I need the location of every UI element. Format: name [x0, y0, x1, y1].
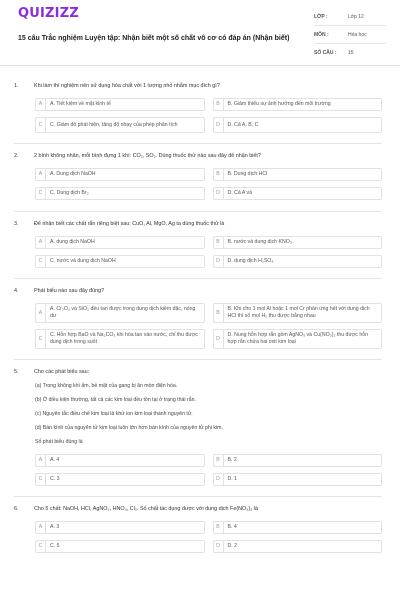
- answer-option-b[interactable]: [213, 236, 383, 249]
- question-text: Cho các phát biểu sau:: [34, 369, 90, 375]
- question-head: [14, 368, 382, 376]
- option-text: D. Nung hỗn hợp rắn gồm AgNO₃ và Cu(NO₃)₂ thu được hỗn hợp rắn chứa hai oxit kim loại: [227, 332, 369, 345]
- option-text: C. 3: [50, 476, 60, 482]
- option-text: A. Cr₂O₃ và SiO₂ đều tan được trong dung dịch kiềm đặc, nóng dư: [50, 306, 196, 319]
- question-head: [14, 505, 382, 513]
- option-text: D. 1: [227, 476, 238, 482]
- option-letter: D: [214, 188, 224, 199]
- answer-option-b[interactable]: [213, 454, 383, 467]
- option-letter: D: [214, 330, 224, 348]
- answer-option-c[interactable]: [35, 473, 205, 486]
- question-5: [14, 360, 382, 496]
- option-letter: A: [36, 237, 46, 248]
- option-text: B. Dung dịch HCl: [227, 171, 268, 177]
- question-1: [14, 74, 382, 143]
- meta-label: MÔN :: [314, 31, 329, 38]
- option-letter: C: [36, 188, 46, 199]
- answer-option-d[interactable]: [213, 255, 383, 268]
- answer-options: [35, 98, 382, 133]
- answer-options: [35, 236, 382, 268]
- answer-option-b[interactable]: [213, 168, 383, 181]
- option-letter: A: [36, 169, 46, 180]
- option-letter: C: [36, 256, 46, 267]
- meta-label: LỚP :: [314, 13, 328, 20]
- option-text: B. Giảm thiểu sự ảnh hưởng đến môi trường: [227, 101, 331, 107]
- answer-option-b[interactable]: [213, 303, 383, 323]
- question-number: 2.: [14, 153, 19, 159]
- meta-row-count: [314, 44, 386, 62]
- option-letter: A: [36, 304, 46, 322]
- meta-table: [314, 8, 386, 62]
- answer-option-c[interactable]: [35, 187, 205, 200]
- answer-option-c[interactable]: [35, 329, 205, 349]
- question-statement: (b) Ở điều kiện thường, tất cả các kim loại đều tồn tại ở trạng thái rắn.: [35, 397, 196, 403]
- question-head: [14, 220, 382, 228]
- question-statement: (a) Trong không khí ẩm, bề mặt của gang bị ăn mòn điện hóa.: [35, 383, 178, 389]
- option-letter: A: [36, 522, 46, 533]
- answer-option-c[interactable]: [35, 540, 205, 553]
- option-letter: D: [214, 256, 224, 267]
- option-text: A. 3: [50, 524, 60, 530]
- option-text: C. Giảm độ phát hiện, tăng độ nhạy của phép phân tích: [50, 121, 178, 128]
- option-text: A. Tiết kiệm về mặt kinh tế: [50, 101, 111, 107]
- question-2: [14, 144, 382, 211]
- question-number: 6.: [14, 506, 19, 512]
- option-text: C. Hỗn hợp BaO và Na₂CO₃ khi hòa tan vào nước, chỉ thu được dung dịch trong suốt: [50, 332, 198, 345]
- question-6: [14, 497, 382, 563]
- option-letter: B: [214, 522, 224, 533]
- question-statement: (c) Nguyên tắc điều chế kim loại là khử ion kim loại thành nguyên tử.: [35, 411, 193, 417]
- answer-option-a[interactable]: [35, 303, 205, 323]
- answer-options: [35, 168, 382, 200]
- answer-option-d[interactable]: [213, 540, 383, 553]
- worksheet-title: 15 câu Trắc nghiệm Luyện tập: Nhận biết một số chất vô cơ có đáp án (Nhận biết): [18, 35, 290, 42]
- option-text: C. Dung dịch Br₂: [50, 190, 89, 196]
- option-text: B. Khi cho 1 mol Al hoặc 1 mol Cr phản ứng hết với dung dịch HCl thì số mol H₂ thu được bằng nhau: [227, 306, 370, 319]
- worksheet-header: [0, 0, 400, 66]
- answer-option-a[interactable]: [35, 98, 205, 111]
- option-letter: B: [214, 304, 224, 322]
- option-letter: B: [214, 455, 224, 466]
- question-number: 1.: [14, 83, 19, 89]
- option-text: C. 5: [50, 543, 60, 549]
- meta-value: Lớp 12: [348, 13, 364, 20]
- option-text: D. Cả A, B, C: [227, 121, 259, 128]
- question-list: [0, 66, 400, 563]
- question-text: 2 bình không nhãn, mỗi bình đựng 1 khí: CO₂, SO₂. Dùng thuốc thử nào sau đây để nhận biết?: [34, 153, 261, 159]
- question-text: Để nhận biết các chất rắn riêng biệt sau: CuO, Al, MgO, Ag ta dùng thuốc thử là: [34, 221, 225, 227]
- meta-row-class: [314, 8, 386, 26]
- answer-options: [35, 521, 382, 553]
- option-letter: D: [214, 474, 224, 485]
- question-3: [14, 212, 382, 278]
- answer-option-c[interactable]: [35, 117, 205, 133]
- question-head: [14, 287, 382, 295]
- option-letter: C: [36, 118, 46, 132]
- option-text: C. nước và dung dịch NaOH: [50, 258, 116, 264]
- answer-option-d[interactable]: [213, 329, 383, 349]
- question-statement: Số phát biểu đúng là: [35, 439, 83, 445]
- question-statement: (d) Bán kính của nguyên tử kim loại luôn lớn hơn bán kính của nguyên tử phi kim.: [35, 425, 223, 431]
- option-text: A. Dung dịch NaOH: [50, 171, 96, 177]
- option-text: D. dung dịch H₂SO₄: [227, 258, 274, 264]
- meta-row-subject: [314, 26, 386, 44]
- question-number: 4.: [14, 288, 19, 294]
- option-letter: D: [214, 118, 224, 132]
- option-text: B. nước và dung dịch KNO₃: [227, 239, 292, 245]
- question-4: [14, 279, 382, 359]
- meta-label: SỐ CÂU :: [314, 50, 337, 56]
- answer-options: [35, 454, 382, 486]
- option-letter: B: [214, 237, 224, 248]
- option-letter: A: [36, 99, 46, 110]
- option-letter: C: [36, 330, 46, 348]
- option-text: D. Cả A và: [227, 190, 253, 196]
- option-letter: A: [36, 455, 46, 466]
- question-text: Khi làm thí nghiệm nên sử dụng hóa chất với 1 lượng nhỏ nhằm mục đích gì?: [34, 83, 220, 89]
- option-letter: C: [36, 474, 46, 485]
- question-number: 3.: [14, 221, 19, 227]
- option-text: A. 4: [50, 457, 60, 463]
- question-text: Cho 5 chất: NaOH, HCl, AgNO₃, HNO₃, Cl₂. Số chất tác dụng được với dung dịch Fe(NO₃)₂ là: [34, 506, 258, 512]
- option-text: B. 4: [227, 524, 237, 530]
- quizizz-logo: QUIZIZZ: [18, 6, 79, 21]
- answer-option-b[interactable]: [213, 98, 383, 111]
- option-letter: C: [36, 541, 46, 552]
- answer-option-d[interactable]: [213, 117, 383, 133]
- question-text: Phát biểu nào sau đây đúng?: [34, 288, 105, 294]
- option-text: D. 2: [227, 543, 238, 549]
- answer-option-b[interactable]: [213, 521, 383, 534]
- meta-value: 15: [348, 50, 354, 56]
- answer-option-a[interactable]: [35, 168, 205, 181]
- option-letter: B: [214, 169, 224, 180]
- option-letter: D: [214, 541, 224, 552]
- answer-option-a[interactable]: [35, 521, 205, 534]
- answer-option-d[interactable]: [213, 473, 383, 486]
- answer-option-c[interactable]: [35, 255, 205, 268]
- option-letter: B: [214, 99, 224, 110]
- option-text: B. 2: [227, 457, 237, 463]
- answer-option-d[interactable]: [213, 187, 383, 200]
- meta-value: Hóa học: [348, 31, 367, 38]
- question-number: 5.: [14, 369, 19, 375]
- answer-options: [35, 303, 382, 349]
- option-text: A. dung dịch NaOH: [50, 239, 95, 245]
- answer-option-a[interactable]: [35, 454, 205, 467]
- answer-option-a[interactable]: [35, 236, 205, 249]
- question-head: [14, 82, 382, 90]
- question-head: [14, 152, 382, 160]
